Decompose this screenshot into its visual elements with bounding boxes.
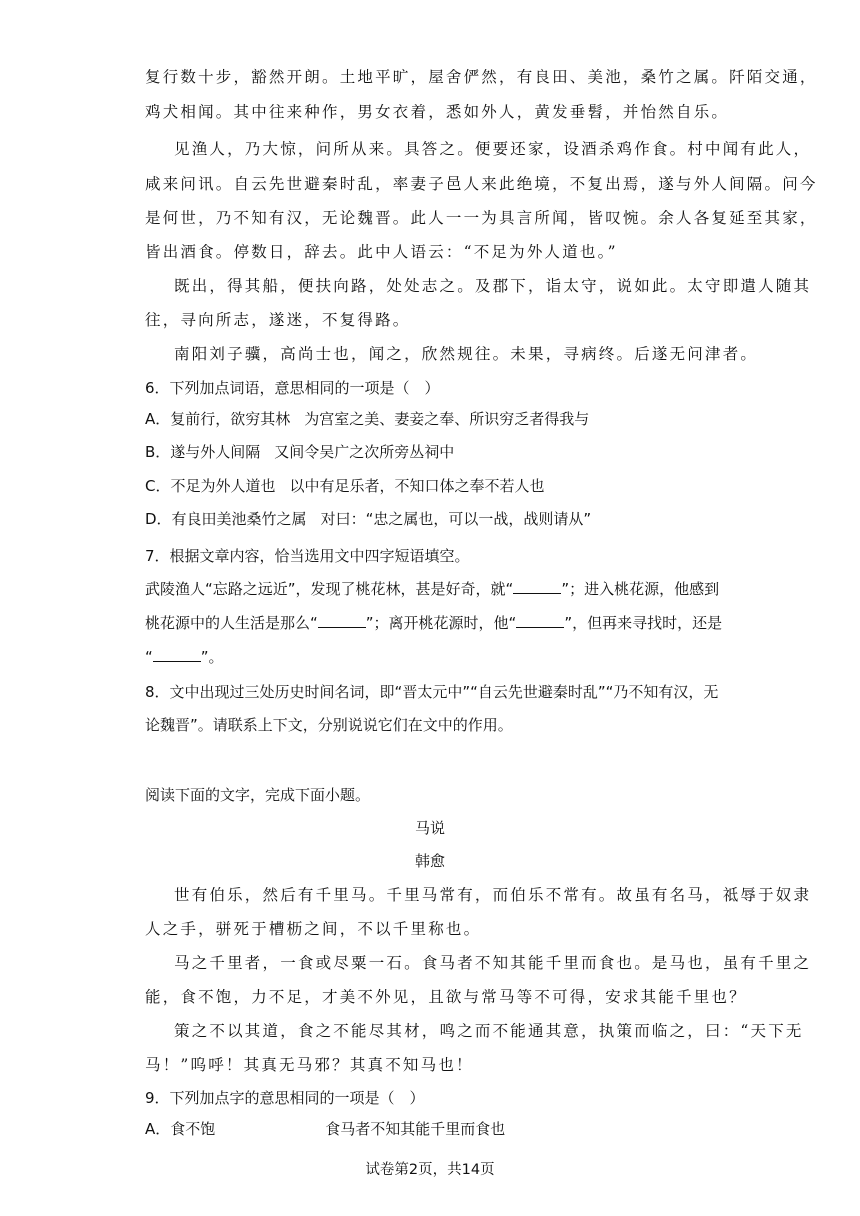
passage1-line: 鸡犬相闻。其中往来种作，男女衣着，悉如外人，黄发垂髫，并怡然自乐。 [145,103,730,121]
passage2-line: 能，食不饱，力不足，才美不外见，且欲与常马等不可得，安求其能千里也？ [145,988,747,1006]
q6-option-a-left: A．复前行，欲穷其林 [145,410,291,428]
passage1-line: 复行数十步，豁然开朗。土地平旷，屋舍俨然，有良田、美池，桑竹之属。阡陌交通， [145,68,818,86]
passage1-line: 皆出酒食。停数日，辞去。此中人语云：“不足为外人道也。” [145,243,618,261]
q7-blank-4[interactable] [153,647,201,662]
q7-text: 桃花源中的人生活是那么“ [145,614,318,632]
q6-stem: 6．下列加点词语，意思相同的一项是（ ） [145,379,440,397]
q7-text: 武陵渔人“忘路之远近”，发现了桃花林，甚是好奇，就“ [145,580,514,598]
q7-line-3 [145,646,224,668]
q7-text: ”；进入桃花源，他感到 [561,580,720,598]
q9-option-a [145,1118,505,1140]
q6-option-d-right: 对曰：“忠之属也，可以一战，战则请从” [320,510,592,528]
q6-option-b-right: 又间令吴广之次所旁丛祠中 [274,443,455,461]
q6-option-b [145,441,454,463]
q6-option-c-left: C．不足为外人道也 [145,477,276,495]
q7-text: ”；离开桃花源时，他“ [365,614,517,632]
page-footer: 试卷第2页，共14页 [365,1162,495,1178]
reading-instruction: 阅读下面的文字，完成下面小题。 [145,786,371,804]
q9-stem: 9．下列加点字的意思相同的一项是（ ） [145,1089,425,1107]
q8-line-2: 论魏晋”。请联系上下文，分别说说它们在文中的作用。 [145,716,513,734]
q7-stem: 7．根据文章内容，恰当选用文中四字短语填空。 [145,547,470,565]
passage2-author: 韩愈 [414,852,445,870]
passage2-line: 策之不以其道，食之不能尽其材，鸣之而不能通其意，执策而临之，曰：“天下无 [174,1022,804,1040]
q6-option-c-right: 以中有足乐者，不知口体之奉不若人也 [289,477,545,495]
q7-text: “ [145,648,153,666]
passage1-line: 见渔人，乃大惊，问所从来。具答之。便要还家，设酒杀鸡作食。村中闻有此人， [174,140,812,158]
q6-option-a [145,408,589,430]
passage2-line: 世有伯乐，然后有千里马。千里马常有，而伯乐不常有。故虽有名马，祗辱于奴隶 [174,886,812,904]
passage1-line: 既出，得其船，便扶向路，处处志之。及郡下，诣太守，说如此。太守即遣人随其 [174,277,812,295]
q6-option-c [145,475,545,497]
passage2-line: 马之千里者，一食或尽粟一石。食马者不知其能千里而食也。是马也，虽有千里之 [174,954,812,972]
q7-blank-1[interactable] [513,579,561,594]
q8-line-1: 8．文中出现过三处历史时间名词，即“晋太元中”“自云先世避秦时乱”“乃不知有汉，无 [145,683,719,701]
q9-option-a-left: A．食不饱 [145,1120,216,1138]
passage1-line: 南阳刘子骥，高尚士也，闻之，欣然规往。未果，寻病终。后遂无问津者。 [174,345,759,363]
q6-option-b-left: B．遂与外人间隔 [145,443,261,461]
q6-option-d-left: D．有良田美池桑竹之属 [145,510,307,528]
q7-text: ”，但再来寻找时，还是 [564,614,723,632]
q9-option-a-right: 食马者不知其能千里而食也 [325,1120,506,1138]
q7-blank-3[interactable] [516,613,564,628]
passage2-title: 马说 [414,819,445,837]
q7-line-2 [145,612,722,634]
q6-option-a-right: 为宫室之美、妻妾之奉、所识穷乏者得我与 [304,410,590,428]
passage2-line: 人之手，骈死于槽枥之间，不以千里称也。 [145,920,482,938]
passage1-line: 往，寻向所志，遂迷，不复得路。 [145,311,411,329]
passage1-line: 是何世，乃不知有汉，无论魏晋。此人一一为具言所闻，皆叹惋。余人各复延至其家， [145,209,818,227]
passage1-line: 咸来问讯。自云先世避秦时乱，率妻子邑人来此绝境，不复出焉，遂与外人间隔。问今 [145,175,818,193]
passage2-line: 马！”呜呼！其真无马邪？其真不知马也！ [145,1056,474,1074]
q7-blank-2[interactable] [318,613,366,628]
q7-line-1 [145,578,719,600]
q7-text: ”。 [200,648,224,666]
q6-option-d [145,508,591,530]
